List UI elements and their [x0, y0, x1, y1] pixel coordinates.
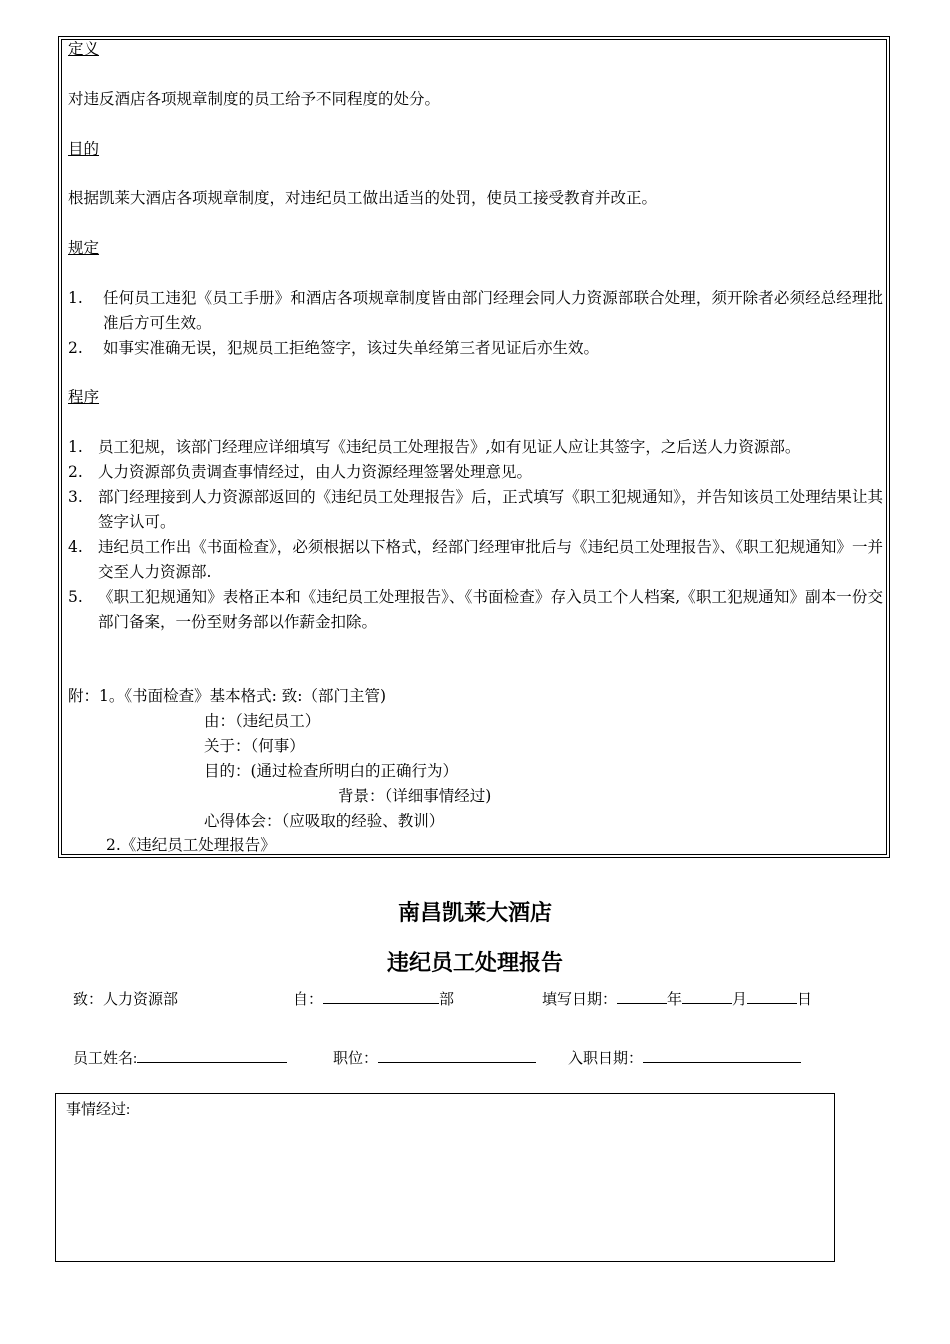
procedure-item-number: 1. — [68, 438, 83, 456]
month-label: 月 — [732, 992, 748, 1008]
rules-heading: 规定 — [68, 239, 100, 257]
procedure-item-number: 5. — [68, 588, 83, 606]
purpose-text: 根据凯莱大酒店各项规章制度，对违纪员工做出适当的处罚，使员工接受教育并改正。 — [68, 189, 658, 207]
appendix-line-1: 附：1。《书面检查》基本格式: 致:（部门主管) — [68, 687, 387, 705]
procedure-item — [68, 485, 883, 535]
join-date-field — [568, 1047, 801, 1068]
date-field — [542, 988, 812, 1009]
purpose-heading: 目的 — [68, 140, 100, 158]
rules-list — [68, 286, 883, 361]
from-label: 自： — [293, 992, 324, 1008]
appendix-line-2: 由：（违纪员工） — [204, 712, 321, 730]
to-label: 致：人力资源部 — [73, 992, 179, 1008]
procedure-item — [68, 585, 883, 635]
appendix-line-7: 2.《违纪员工处理报告》 — [106, 836, 276, 854]
report-title: 违纪员工处理报告 — [386, 951, 563, 976]
date-label: 填写日期： — [542, 992, 618, 1008]
name-field — [73, 1047, 287, 1068]
rules-item-text: 如事实准确无误，犯规员工拒绝签字，该过失单经第三者见证后亦生效。 — [103, 339, 600, 357]
event-label: 事情经过: — [66, 1102, 131, 1118]
position-blank[interactable] — [378, 1048, 536, 1063]
procedure-item-number: 4. — [68, 538, 83, 556]
procedure-item — [68, 535, 883, 585]
position-label: 职位： — [333, 1051, 379, 1067]
year-label: 年 — [667, 992, 683, 1008]
appendix-line-6: 心得体会：（应吸取的经验、教训） — [204, 812, 445, 830]
procedure-item-text: 违纪员工作出《书面检查》，必须根据以下格式，经部门经理审批后与《违纪员工处理报告》、《职工犯规通知》一并交至人力资源部. — [98, 538, 883, 581]
rules-item — [68, 336, 883, 361]
join-date-blank[interactable] — [643, 1048, 801, 1063]
name-blank[interactable] — [137, 1048, 287, 1063]
rules-item-number: 2. — [68, 339, 83, 357]
from-dept-blank[interactable] — [323, 989, 439, 1004]
from-field — [293, 988, 454, 1009]
appendix-line-4: 目的：(通过检查所明白的正确行为） — [204, 762, 459, 780]
procedure-item — [68, 460, 883, 485]
event-description-box[interactable] — [55, 1093, 835, 1262]
appendix-line-5: 背景：（详细事情经过) — [338, 787, 492, 805]
to-field — [73, 988, 178, 1009]
definition-text: 对违反酒店各项规章制度的员工给予不同程度的处分。 — [68, 90, 441, 108]
hotel-name: 南昌凯莱大酒店 — [397, 901, 552, 926]
procedure-item-text: 员工犯规，该部门经理应详细填写《违纪员工处理报告》,如有见证人应让其签字，之后送人力资源部。 — [98, 438, 801, 456]
definition-heading: 定义 — [68, 40, 100, 58]
rules-item — [68, 286, 883, 336]
year-blank[interactable] — [617, 989, 667, 1004]
join-date-label: 入职日期： — [568, 1051, 644, 1067]
day-label: 日 — [797, 992, 813, 1008]
month-blank[interactable] — [682, 989, 732, 1004]
procedure-item-text: 部门经理接到人力资源部返回的《违纪员工处理报告》后，正式填写《职工犯规通知》，并告知该员工处理结果让其签字认可。 — [98, 488, 883, 531]
procedure-item-number: 3. — [68, 488, 83, 506]
day-blank[interactable] — [747, 989, 797, 1004]
appendix-line-3: 关于：（何事） — [204, 737, 305, 755]
position-field — [333, 1047, 536, 1068]
procedure-item — [68, 435, 883, 460]
procedure-item-number: 2. — [68, 463, 83, 481]
rules-item-number: 1. — [68, 289, 83, 307]
procedure-heading: 程序 — [68, 388, 100, 406]
procedure-item-text: 人力资源部负责调查事情经过，由人力资源经理签署处理意见。 — [98, 463, 533, 481]
procedure-item-text: 《职工犯规通知》表格正本和《违纪员工处理报告》、《书面检查》存入员工个人档案,《职工犯规通知》副本一份交部门备案，一份至财务部以作薪金扣除。 — [98, 588, 883, 631]
name-label: 员工姓名: — [73, 1051, 138, 1067]
procedure-list — [68, 435, 883, 635]
rules-item-text: 任何员工违犯《员工手册》和酒店各项规章制度皆由部门经理会同人力资源部联合处理，须开除者必须经总经理批准后方可生效。 — [103, 289, 883, 332]
dept-suffix: 部 — [439, 992, 455, 1008]
